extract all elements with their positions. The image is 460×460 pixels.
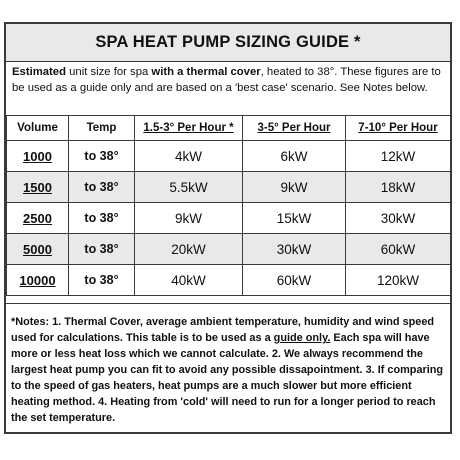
header-volume: Volume: [7, 116, 69, 141]
header-rate-fast: 7-10° Per Hour: [346, 116, 451, 141]
intro-part-2: unit size for spa: [66, 66, 152, 78]
cell-slow: 9kW: [135, 203, 243, 234]
notes-text-1: *Notes: 1. Thermal Cover, average ambient temperature, humidity and wind speed used for calculations. This table is to be used as a: [11, 316, 435, 344]
cell-fast: 120kW: [346, 265, 451, 296]
table-row: [7, 203, 451, 234]
cell-medium: 15kW: [243, 203, 346, 234]
table-header-row: [7, 116, 451, 141]
cell-temp: to 38°: [69, 141, 135, 172]
cell-medium: 9kW: [243, 172, 346, 203]
notes-section: [6, 303, 450, 432]
cell-temp: to 38°: [69, 234, 135, 265]
cell-slow: 20kW: [135, 234, 243, 265]
table-row: [7, 141, 451, 172]
cell-volume: 1500: [7, 172, 69, 203]
table-row: [7, 234, 451, 265]
cell-temp: to 38°: [69, 172, 135, 203]
cell-volume: 5000: [7, 234, 69, 265]
header-temp: Temp: [69, 116, 135, 141]
cell-slow: 5.5kW: [135, 172, 243, 203]
cell-volume: 1000: [7, 141, 69, 172]
sizing-guide-card: [4, 22, 452, 434]
notes-text-2: Each spa will have more or less heat loss which we cannot calculate. 2. We always recommend the largest heat pump you can fit to avoid any possible dissapointment. 3. If comparing to the speed of gas heaters, heat pumps are a much slower but more efficient heating method. 4. Heating from 'cold' will need to run for a longer period to reach the set temperature.: [11, 332, 444, 424]
header-rate-slow: 1.5-3° Per Hour *: [135, 116, 243, 141]
cell-fast: 12kW: [346, 141, 451, 172]
sizing-table: [6, 115, 451, 296]
cell-temp: to 38°: [69, 203, 135, 234]
cell-medium: 6kW: [243, 141, 346, 172]
cell-fast: 60kW: [346, 234, 451, 265]
cell-medium: 30kW: [243, 234, 346, 265]
table-row: [7, 265, 451, 296]
intro-part-4: , heated to 38°. These figures are to be used as a guide only and are based on a 'best case' scenario. See Notes below.: [12, 66, 441, 94]
cell-fast: 18kW: [346, 172, 451, 203]
cell-volume: 2500: [7, 203, 69, 234]
header-rate-medium: 3-5° Per Hour: [243, 116, 346, 141]
cell-temp: to 38°: [69, 265, 135, 296]
intro-bold-1: Estimated: [12, 66, 66, 78]
intro-text: [12, 64, 450, 96]
cell-volume: 10000: [7, 265, 69, 296]
cell-slow: 40kW: [135, 265, 243, 296]
table-row: [7, 172, 451, 203]
notes-guide-only: guide only.: [273, 332, 331, 344]
page-title: SPA HEAT PUMP SIZING GUIDE *: [6, 24, 450, 62]
cell-fast: 30kW: [346, 203, 451, 234]
cell-slow: 4kW: [135, 141, 243, 172]
intro-bold-2: with a thermal cover: [151, 66, 261, 78]
cell-medium: 60kW: [243, 265, 346, 296]
